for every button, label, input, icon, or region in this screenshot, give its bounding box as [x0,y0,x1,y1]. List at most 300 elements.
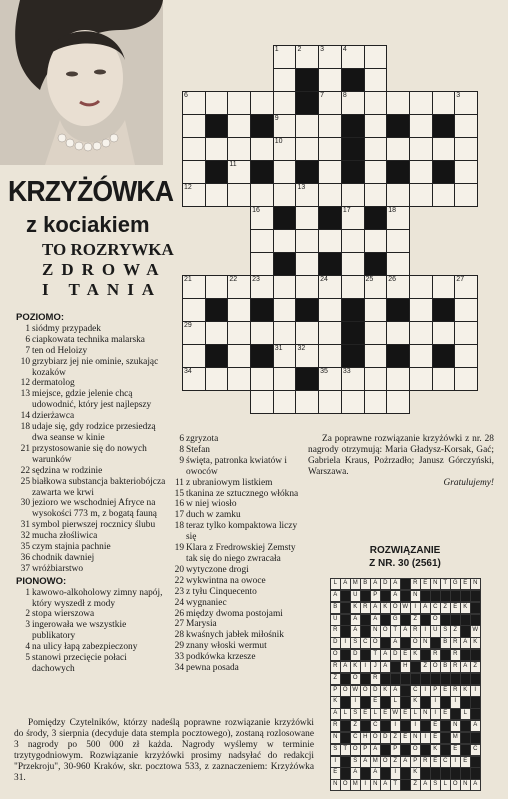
grid-cell[interactable] [318,45,342,69]
grid-cell[interactable] [386,321,410,345]
clue-item [170,456,302,478]
solution-cell: E [440,708,451,720]
cell-number: 24 [320,276,328,283]
crossword-grid [182,45,477,413]
clue-item [170,434,302,445]
clue-number: 24 [174,597,184,608]
grid-cell[interactable] [341,367,365,391]
clue-number: 28 [174,630,184,641]
grid-cell[interactable] [409,321,433,345]
solution-block [470,756,481,768]
grid-cell[interactable] [409,298,433,322]
solution-cell: D [330,637,341,649]
clue-number: 21 [20,443,30,454]
solution-cell: I [340,637,351,649]
grid-cell[interactable] [409,160,433,184]
cell-number: 35 [320,368,328,375]
grid-cell[interactable] [454,298,478,322]
clue-item [16,477,168,499]
clue-number: 23 [174,586,184,597]
solution-cell: L [460,708,471,720]
grid-cell[interactable] [409,183,433,207]
grid-cell[interactable] [409,367,433,391]
clue-number: 31 [20,520,30,531]
solution-block [360,649,371,661]
solution-cell: W [390,708,401,720]
solution-cell: K [380,602,391,614]
solution-block [360,625,371,637]
grid-cell[interactable] [227,321,251,345]
grid-cell[interactable] [227,367,251,391]
grid-cell[interactable] [250,183,274,207]
grid-cell[interactable] [364,91,388,115]
cell-number: 21 [184,276,192,283]
clue-number: 1 [25,323,30,334]
clue-number: 18 [20,422,30,433]
grid-cell[interactable] [273,45,297,69]
grid-cell[interactable] [318,160,342,184]
grid-cell[interactable] [432,183,456,207]
grid-cell[interactable] [182,137,206,161]
title-line-3: TO ROZRYWKA [42,240,174,259]
clue-item [16,620,168,642]
clue-number: 32 [20,531,30,542]
solution-block [470,614,481,626]
grid-cell[interactable] [227,137,251,161]
title-line-4: ZDROWA [42,260,167,279]
solution-cell: E [430,732,441,744]
solution-cell: D [390,649,401,661]
solution-block [380,696,391,708]
grid-cell[interactable] [273,344,297,368]
grid-cell[interactable] [409,275,433,299]
grid-cell[interactable] [182,367,206,391]
grid-cell[interactable] [386,229,410,253]
solution-block [420,744,431,756]
grid-cell[interactable] [318,91,342,115]
solution-cell: T [440,578,451,590]
grid-block [295,91,319,115]
grid-cell[interactable] [250,390,274,414]
solution-cell: M [370,756,381,768]
clue-item [16,553,168,564]
solution-cell: A [370,614,381,626]
grid-cell[interactable] [250,137,274,161]
grid-cell[interactable] [227,160,251,184]
solution-block [400,590,411,602]
clue-text: Marysia [186,619,217,630]
solution-cell: A [460,661,471,673]
grid-cell[interactable] [432,137,456,161]
grid-cell[interactable] [295,229,319,253]
grid-cell[interactable] [318,344,342,368]
grid-cell[interactable] [454,114,478,138]
solution-block [400,685,411,697]
grid-cell[interactable] [295,344,319,368]
grid-cell[interactable] [205,367,229,391]
grid-cell[interactable] [364,298,388,322]
grid-cell[interactable] [250,206,274,230]
solution-cell: T [390,625,401,637]
grid-block [341,160,365,184]
grid-cell[interactable] [432,91,456,115]
solution-cell: I [420,625,431,637]
solution-block [410,661,421,673]
solution-block [450,590,461,602]
solution-block [450,673,461,685]
clue-number: 4 [25,642,30,653]
solution-block [400,614,411,626]
grid-cell[interactable] [341,229,365,253]
grid-cell[interactable] [318,137,342,161]
grid-cell[interactable] [341,206,365,230]
solution-cell: D [380,732,391,744]
grid-cell[interactable] [227,183,251,207]
grid-cell[interactable] [295,137,319,161]
grid-cell[interactable] [341,45,365,69]
grid-block [205,114,229,138]
solution-cell: R [450,637,461,649]
grid-cell[interactable] [454,137,478,161]
grid-block [341,298,365,322]
clue-text: białkowa substancja bakteriobójcza zawarta we krwi [32,476,166,498]
solution-block [450,614,461,626]
solution-cell: I [420,732,431,744]
solution-block [390,673,401,685]
grid-cell[interactable] [386,183,410,207]
clue-number: 20 [174,564,184,575]
solution-cell: D [350,649,361,661]
grid-cell[interactable] [182,344,206,368]
solution-cell: D [380,578,391,590]
grid-cell[interactable] [409,344,433,368]
clue-text: jezioro we wschodniej Afryce na wysokości 773 m, z bogatą fauną [32,498,157,520]
grid-cell[interactable] [295,183,319,207]
grid-cell[interactable] [386,367,410,391]
grid-cell[interactable] [364,114,388,138]
grid-cell[interactable] [273,137,297,161]
grid-cell[interactable] [454,367,478,391]
grid-block [295,160,319,184]
grid-cell[interactable] [205,137,229,161]
grid-cell[interactable] [295,390,319,414]
solution-block [450,767,461,779]
grid-cell[interactable] [273,229,297,253]
grid-cell[interactable] [205,91,229,115]
grid-cell[interactable] [250,91,274,115]
grid-cell[interactable] [341,275,365,299]
clue-number: 12 [20,378,30,389]
clue-item [16,389,168,411]
grid-cell[interactable] [341,91,365,115]
solution-cell: R [450,661,461,673]
solution-cell: E [330,767,341,779]
grid-cell[interactable] [318,68,342,92]
grid-cell[interactable] [454,160,478,184]
clue-item [16,542,168,553]
solution-cell: M [450,732,461,744]
grid-cell[interactable] [364,367,388,391]
grid-cell[interactable] [364,321,388,345]
solution-block [340,649,351,661]
solution-block [380,637,391,649]
grid-cell[interactable] [386,137,410,161]
grid-cell[interactable] [432,275,456,299]
solution-cell: E [440,685,451,697]
grid-cell[interactable] [364,229,388,253]
cell-number: 1 [274,46,279,53]
grid-cell[interactable] [364,390,388,414]
solution-block [400,578,411,590]
grid-cell[interactable] [273,114,297,138]
grid-cell[interactable] [273,390,297,414]
solution-cell: M [350,578,361,590]
solution-cell: A [390,590,401,602]
solution-cell: E [450,602,461,614]
clue-text: stanowi przecięcie połaci dachowych [32,653,127,674]
solution-block [440,614,451,626]
solution-cell: K [350,661,361,673]
grid-cell[interactable] [205,183,229,207]
solution-cell: S [350,637,361,649]
grid-cell[interactable] [182,114,206,138]
grid-cell[interactable] [432,367,456,391]
clue-number: 33 [174,652,184,663]
grid-cell[interactable] [318,321,342,345]
grid-cell[interactable] [182,91,206,115]
grid-cell[interactable] [318,367,342,391]
grid-block [432,344,456,368]
grid-block [386,344,410,368]
grid-cell[interactable] [454,344,478,368]
solution-block [360,720,371,732]
grid-cell[interactable] [273,321,297,345]
clue-number: 17 [174,510,184,521]
grid-cell[interactable] [341,390,365,414]
solution-block [470,708,481,720]
clue-text: mucha złośliwica [32,531,98,542]
solution-cell: R [330,625,341,637]
grid-cell[interactable] [454,183,478,207]
solution-cell: A [390,578,401,590]
clue-item [16,653,168,675]
grid-cell[interactable] [454,275,478,299]
grid-cell[interactable] [182,298,206,322]
clue-item [16,411,168,422]
grid-cell[interactable] [386,252,410,276]
clue-item [16,335,168,346]
grid-cell[interactable] [318,183,342,207]
solution-cell: E [460,756,471,768]
grid-cell[interactable] [250,275,274,299]
solution-cell: O [380,756,391,768]
clue-text: dzierżawca [32,411,75,422]
solution-cell: I [450,756,461,768]
grid-cell[interactable] [295,45,319,69]
grid-cell[interactable] [295,321,319,345]
grid-cell[interactable] [273,275,297,299]
solution-block [380,614,391,626]
clue-text: Klara z Fredrowskiej Zemsty tak się do niego zwracała [186,543,296,564]
solution-cell: K [380,685,391,697]
solution-cell: S [440,625,451,637]
clue-text: siódmy przypadek [32,323,101,334]
grid-cell[interactable] [250,229,274,253]
grid-cell[interactable] [227,344,251,368]
grid-cell[interactable] [295,114,319,138]
solution-cell: D [370,685,381,697]
clue-text: ingerowała we wszystkie publikatory [32,620,127,642]
solution-cell: W [400,602,411,614]
grid-cell[interactable] [273,367,297,391]
clue-number: 29 [174,641,184,652]
cell-number: 33 [342,368,351,375]
clue-text: znany włoski wermut [186,641,267,652]
cell-number: 22 [229,276,238,283]
grid-cell[interactable] [364,45,388,69]
solution-cell: I [360,661,371,673]
solution-cell: R [360,602,371,614]
solution-cell: C [410,685,421,697]
clue-item [170,587,302,598]
solution-block [430,590,441,602]
solution-cell: R [330,720,341,732]
grid-cell[interactable] [409,114,433,138]
title-line-5: I TANIA [42,280,163,299]
grid-cell[interactable] [364,68,388,92]
solution-cell: C [350,732,361,744]
solution-cell: O [350,744,361,756]
solution-cell: I [430,696,441,708]
grid-cell[interactable] [227,298,251,322]
solution-cell: I [410,602,421,614]
grid-cell[interactable] [295,206,319,230]
grid-cell[interactable] [364,344,388,368]
grid-cell[interactable] [386,206,410,230]
grid-cell[interactable] [318,229,342,253]
solution-block [410,673,421,685]
solution-cell: O [390,602,401,614]
grid-cell[interactable] [182,321,206,345]
solution-block [400,696,411,708]
clue-item [170,565,302,576]
solution-cell: E [380,708,391,720]
clue-text: Stefan [186,444,210,455]
solution-cell: E [430,720,441,732]
solution-cell: K [330,696,341,708]
clue-item [170,521,302,543]
grid-block [386,160,410,184]
solution-cell: P [430,685,441,697]
clue-number: 22 [174,575,184,586]
grid-cell[interactable] [341,183,365,207]
cell-number: 4 [342,46,347,53]
solution-cell: A [380,779,391,791]
solution-cell: I [430,708,441,720]
solution-cell: N [470,578,481,590]
grid-cell[interactable] [409,91,433,115]
solution-cell: P [360,744,371,756]
clue-number: 18 [174,521,184,532]
solution-block [400,720,411,732]
grid-cell[interactable] [227,91,251,115]
grid-cell[interactable] [182,275,206,299]
solution-block [420,720,431,732]
grid-cell[interactable] [182,183,206,207]
solution-cell: K [410,649,421,661]
grid-cell[interactable] [409,137,433,161]
grid-cell[interactable] [273,68,297,92]
grid-cell[interactable] [364,183,388,207]
clue-number: 7 [25,345,30,356]
solution-block [450,708,461,720]
grid-cell[interactable] [182,160,206,184]
grid-cell[interactable] [250,367,274,391]
grid-cell[interactable] [295,275,319,299]
grid-cell[interactable] [341,252,365,276]
grid-block [341,321,365,345]
solution-block [420,649,431,661]
solution-block [460,649,471,661]
solution-block [460,673,471,685]
grid-block [432,114,456,138]
grid-cell[interactable] [273,160,297,184]
solution-cell: J [370,661,381,673]
grid-cell[interactable] [318,390,342,414]
grid-cell[interactable] [364,137,388,161]
clue-item [16,346,168,357]
grid-cell[interactable] [205,275,229,299]
clue-number: 6 [179,434,184,444]
grid-cell[interactable] [227,275,251,299]
grid-cell[interactable] [318,298,342,322]
grid-block [205,298,229,322]
clue-item [16,444,168,466]
solution-cell: A [420,602,431,614]
grid-cell[interactable] [364,275,388,299]
grid-cell[interactable] [386,91,410,115]
clue-number: 37 [20,563,30,574]
grid-cell[interactable] [205,321,229,345]
grid-cell[interactable] [454,91,478,115]
grid-cell[interactable] [273,183,297,207]
grid-cell[interactable] [250,321,274,345]
grid-cell[interactable] [295,252,319,276]
solution-block [460,767,471,779]
solution-cell: A [470,720,481,732]
grid-cell[interactable] [318,114,342,138]
solution-block [340,614,351,626]
solution-cell: E [460,578,471,590]
grid-cell[interactable] [273,298,297,322]
grid-cell[interactable] [227,114,251,138]
grid-cell[interactable] [318,275,342,299]
grid-cell[interactable] [273,91,297,115]
grid-cell[interactable] [386,275,410,299]
clue-number: 35 [20,542,30,553]
grid-cell[interactable] [250,252,274,276]
grid-cell[interactable] [364,160,388,184]
solution-cell: E [400,649,411,661]
cell-number: 13 [297,184,306,191]
solution-block [390,661,401,673]
cell-number: 2 [297,46,302,53]
grid-cell[interactable] [386,390,410,414]
grid-cell[interactable] [454,321,478,345]
clue-text: z tyłu Cinquecento [186,586,257,597]
solution-block [440,673,451,685]
grid-cell[interactable] [432,321,456,345]
